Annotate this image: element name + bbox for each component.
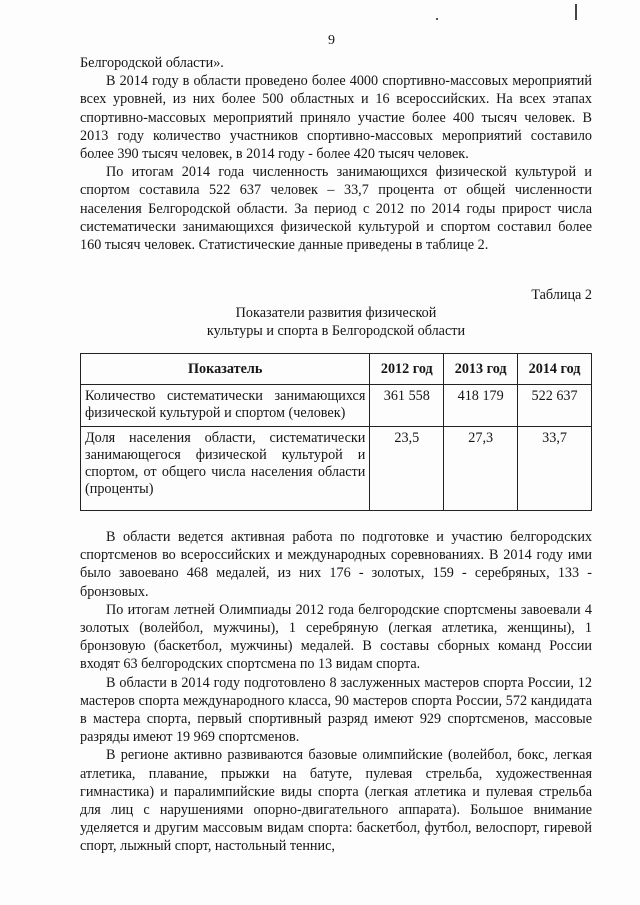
header-2014: 2014 год xyxy=(518,354,592,385)
paragraph: В регионе активно развиваются базовые олимпийские (волейбол, бокс, легкая атлетика, плавание, прыжки на батуте, пулевая стрельба, художественная гимнастика) и паралимпийские виды спорта (легкая атлетика и пулевая стрельба для лиц с нарушениями опорно-двигательного аппарата). Большое внимание уделяется и другим массовым видам спорта: баскетбол, футбол, велоспорт, гиревой спорт, лыжный спорт, настольный теннис, xyxy=(80,747,592,855)
header-2013: 2013 год xyxy=(444,354,518,385)
table-cell: 418 179 xyxy=(444,385,518,427)
paragraph: По итогам 2014 года численность занимающихся физической культурой и спортом составила 522 637 человек – 33,7 процента от общей численности населения Белгородской области. За период с 2012 по 2014 годы прирост числа систематически занимающихся физической культурой и спортом составил более 160 тысяч человек. Статистические данные приведены в таблице 2. xyxy=(80,164,592,254)
header-indicator: Показатель xyxy=(81,354,370,385)
table-cell: Доля населения области, систематически занимающегося физической культурой и спортом, от общего числа населения области (проценты) xyxy=(81,427,370,511)
indicators-table xyxy=(80,353,592,511)
intro-text xyxy=(80,54,592,254)
paragraph: В области в 2014 году подготовлено 8 заслуженных мастеров спорта России, 12 мастеров спорта международного класса, 90 мастеров спорта России, 572 кандидата в мастера спорта, первый спортивный разряд имеют 929 спортсменов, массовые разряды имеют 19 969 спортсменов. xyxy=(80,674,592,746)
table-row xyxy=(81,385,592,427)
table-row xyxy=(81,427,592,511)
table-cell: 33,7 xyxy=(518,427,592,511)
table-title-line: культуры и спорта в Белгородской области xyxy=(206,323,466,339)
scan-mark-dot xyxy=(436,18,438,20)
body-text xyxy=(80,528,592,856)
table-cell: 522 637 xyxy=(518,385,592,427)
table-title-line: Показатели развития физической xyxy=(235,305,437,321)
header-2012: 2012 год xyxy=(370,354,444,385)
table-cell: Количество систематически занимающихся физической культурой и спортом (человек) xyxy=(81,385,370,427)
table-cell: 27,3 xyxy=(444,427,518,511)
table-title xyxy=(80,304,592,340)
paragraph: По итогам летней Олимпиады 2012 года белгородские спортсмены завоевали 4 золотых (волейбол, мужчины), 1 серебряную (легкая атлетика, женщины), 1 бронзовую (баскетбол, мужчины) медалей. В составы сборных команд России входят 63 белгородских спортсмена по 13 видам спорта. xyxy=(80,601,592,673)
table-caption: Таблица 2 xyxy=(531,287,592,303)
paragraph: Белгородской области». xyxy=(80,55,224,71)
page-number: 9 xyxy=(328,33,335,48)
paragraph: В области ведется активная работа по подготовке и участию белгородских спортсменов во всероссийских и международных соревнованиях. В 2014 году ими было завоевано 468 медалей, из них 176 - золотых, 159 - серебряных, 133 - бронзовых. xyxy=(80,529,592,600)
table-cell: 361 558 xyxy=(370,385,444,427)
table-header-row xyxy=(81,354,592,385)
paragraph: В 2014 году в области проведено более 4000 спортивно-массовых мероприятий всех уровней, из них более 500 областных и 16 всероссийских. На всех этапах спортивно-массовых мероприятий приняло участие более 400 тысяч человек. В 2013 году количество участников спортивно-массовых мероприятий составило более 390 тысяч человек, в 2014 году - более 420 тысяч человек. xyxy=(80,73,592,163)
table-cell: 23,5 xyxy=(370,427,444,511)
scan-mark-top-right xyxy=(575,4,577,20)
